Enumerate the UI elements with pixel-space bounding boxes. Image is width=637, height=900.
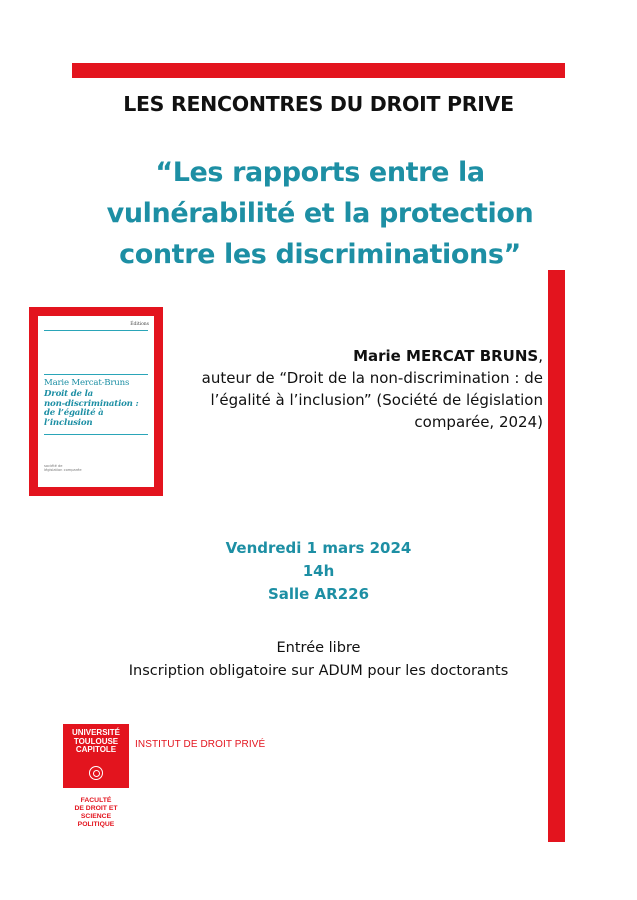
top-red-bar [72,63,565,78]
book-footer [44,464,84,473]
registration-text: Inscription obligatoire sur ADUM pour les doctorants [128,663,509,679]
speaker-name-line [160,345,543,367]
faculty-name-line: DE DROIT ET [74,805,118,812]
book-author: Marie Mercat-Bruns [44,378,130,388]
event-time: 14h [302,562,335,580]
university-name-line: CAPITOLE [75,745,117,755]
book-title [44,390,152,428]
book-title-line: Droit de la [44,389,94,399]
book-title-line: non-discrimination : [44,398,139,409]
book-cover-page [38,316,154,487]
faculty-name-line: FACULTÉ [80,797,112,804]
event-details [0,537,637,606]
book-footer-line: société de [44,464,63,468]
talk-title-line: vulnérabilité et la protection [106,198,534,229]
university-name-line: UNIVERSITÉ [71,728,120,737]
speaker-block [160,345,543,433]
event-date: Vendredi 1 mars 2024 [225,539,412,557]
institut-label: INSTITUT DE DROIT PRIVÉ [135,739,266,750]
university-logo [63,724,129,788]
faculty-name-line: SCIENCE POLITIQUE [77,813,115,828]
talk-title-line: “Les rapports entre la [155,157,485,188]
speaker-name: Marie MERCAT BRUNS [353,347,539,365]
book-publisher: Éditions [130,322,149,327]
university-emblem-icon [63,766,129,783]
talk-title-line: contre les discriminations” [119,239,521,270]
speaker-bio-line: l’égalité à l’inclusion” (Société de législation [210,391,543,409]
book-divider [44,374,148,375]
book-divider [44,434,148,435]
faculty-name [63,797,129,829]
entry-text: Entrée libre [276,640,361,656]
university-name [63,729,129,755]
event-room: Salle AR226 [267,585,370,603]
talk-title [60,152,580,275]
entry-info [0,637,637,683]
speaker-bio-line: auteur de “Droit de la non-discrimination : de [201,369,543,387]
series-title: LES RENCONTRES DU DROIT PRIVE [123,92,514,116]
book-cover [29,307,163,496]
university-name-line: TOULOUSE [73,736,119,746]
book-footer-line: législation comparée [44,468,82,473]
book-divider [44,330,148,331]
speaker-name-suffix: , [538,347,543,365]
book-title-line: de l’égalité à [44,408,104,418]
speaker-bio-line: comparée, 2024) [414,413,543,431]
book-title-line: l’inclusion [44,417,93,428]
